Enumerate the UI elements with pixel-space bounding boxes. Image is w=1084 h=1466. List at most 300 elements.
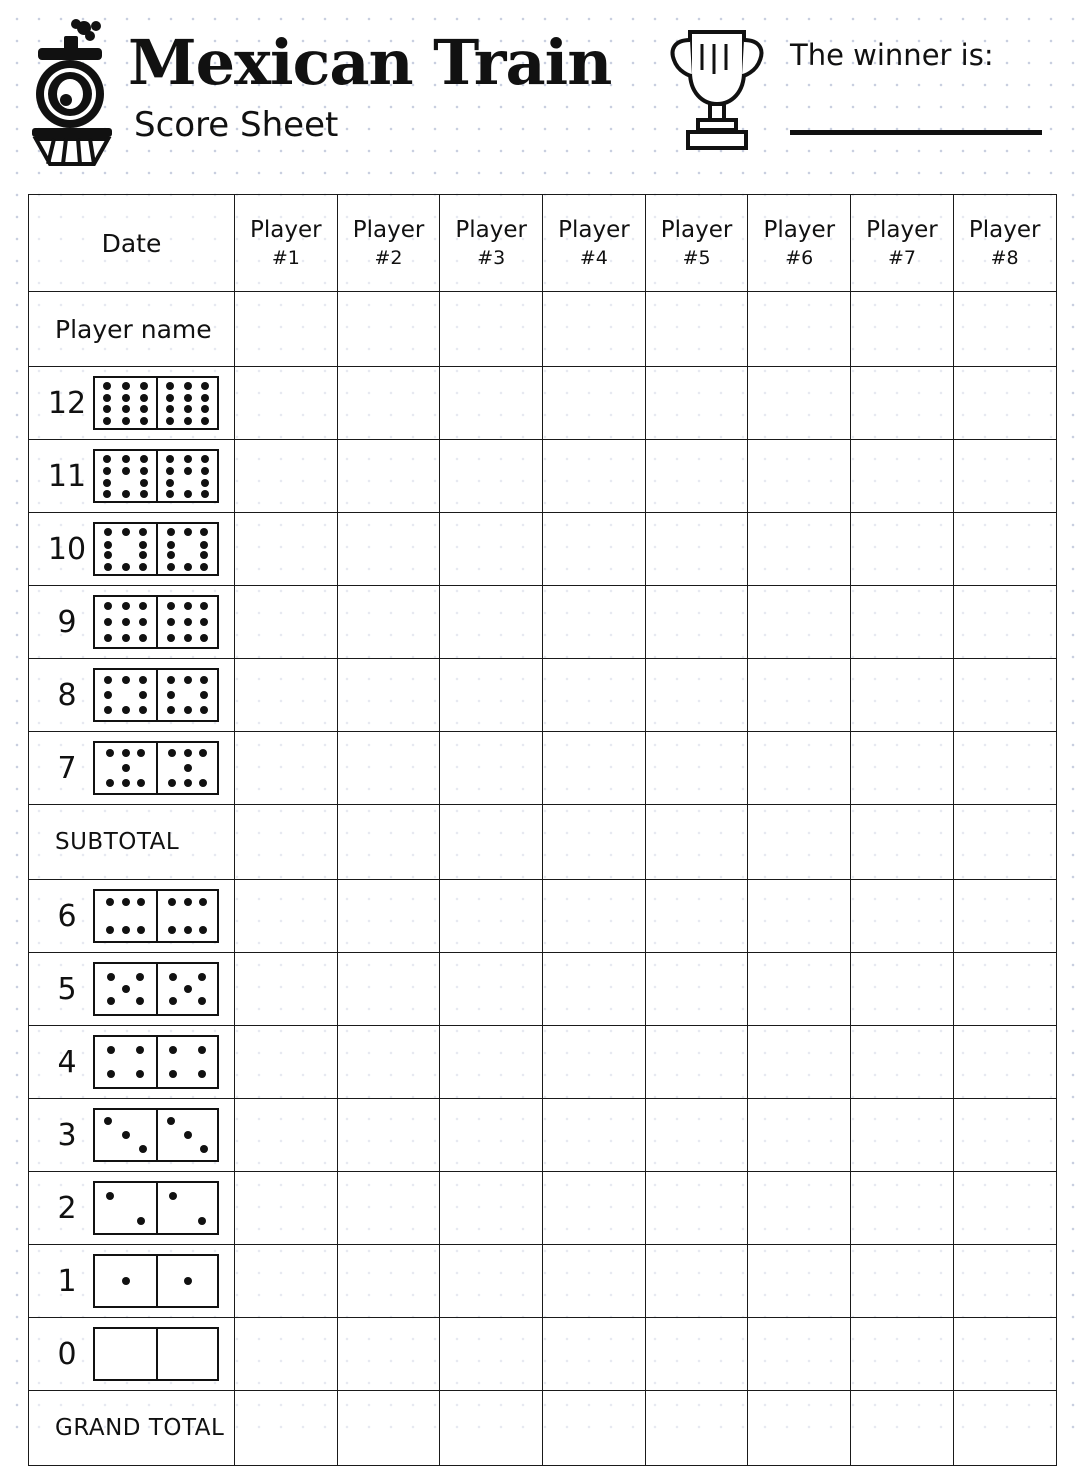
domino-pip [201,467,209,475]
score-cell-r12-p7[interactable] [851,1172,954,1245]
score-cell-r8-p8[interactable] [953,880,1056,953]
domino-pip [139,706,147,714]
score-cell-r15-p2[interactable] [337,1391,440,1466]
domino-pip [184,405,192,413]
column-header-player-5 [645,195,748,292]
score-cell-r1-p1[interactable] [235,367,338,440]
score-cell-r2-p7[interactable] [851,440,954,513]
score-cell-r13-p4[interactable] [543,1245,646,1318]
domino-pip [104,541,112,549]
domino-half-2 [156,670,217,720]
domino-pip [200,618,208,626]
row-label-grand-total [29,1391,235,1466]
score-cell-r11-p6[interactable] [748,1099,851,1172]
table-row [29,1391,1057,1466]
domino-half-2 [156,1256,217,1306]
score-cell-r0-p8[interactable] [953,292,1056,367]
column-header-number: #3 [477,247,506,269]
score-cell-r12-p8[interactable] [953,1172,1056,1245]
domino-pip [104,563,112,571]
score-cell-r3-p2[interactable] [337,513,440,586]
domino-pip [200,602,208,610]
domino-pip [184,528,192,536]
score-cell-r8-p3[interactable] [440,880,543,953]
domino-pip [104,634,112,642]
score-cell-r7-p2[interactable] [337,805,440,880]
domino-pip [107,1070,115,1078]
domino-pip [184,618,192,626]
domino-tile [93,376,219,430]
table-header [29,195,1057,292]
domino-row-label [29,659,234,731]
table-row [29,1245,1057,1318]
score-cell-r4-p3[interactable] [440,586,543,659]
score-cell-r12-p5[interactable] [645,1172,748,1245]
score-cell-r2-p6[interactable] [748,440,851,513]
domino-value: 4 [57,1044,77,1080]
sheet-header [0,0,1084,186]
score-cell-r1-p3[interactable] [440,367,543,440]
score-cell-r10-p6[interactable] [748,1026,851,1099]
domino-half-1 [95,891,156,941]
score-cell-r0-p2[interactable] [337,292,440,367]
score-cell-r12-p3[interactable] [440,1172,543,1245]
score-cell-r8-p5[interactable] [645,880,748,953]
score-cell-r9-p6[interactable] [748,953,851,1026]
domino-half-1 [95,743,156,793]
score-cell-r15-p8[interactable] [953,1391,1056,1466]
domino-pip [184,1131,192,1139]
domino-tile [93,1035,219,1089]
domino-pip [122,467,130,475]
score-cell-r1-p8[interactable] [953,367,1056,440]
score-cell-r9-p2[interactable] [337,953,440,1026]
domino-half-2 [156,378,217,428]
domino-pip [167,551,175,559]
domino-half-2 [156,1329,217,1379]
column-header-label: Player #8 [954,215,1056,271]
domino-pip [140,467,148,475]
row-label-player-name [29,292,235,367]
domino-half-1 [95,964,156,1014]
domino-pip [169,1046,177,1054]
domino-half-2 [156,964,217,1014]
domino-pip [122,394,130,402]
domino-pip [199,749,207,757]
domino-pip [168,898,176,906]
score-cell-r2-p5[interactable] [645,440,748,513]
domino-pip [103,467,111,475]
domino-pip [140,417,148,425]
score-cell-r4-p7[interactable] [851,586,954,659]
domino-pip [137,1217,145,1225]
score-cell-r11-p5[interactable] [645,1099,748,1172]
column-header-label: Player #5 [646,215,748,271]
score-cell-r11-p3[interactable] [440,1099,543,1172]
score-cell-r7-p7[interactable] [851,805,954,880]
domino-pip [104,1117,112,1125]
domino-row-label [29,953,234,1025]
domino-pip [184,455,192,463]
domino-pip [122,779,130,787]
score-cell-r8-p4[interactable] [543,880,646,953]
domino-pip [103,417,111,425]
domino-pip [167,691,175,699]
domino-pip [137,779,145,787]
domino-pip [140,382,148,390]
domino-pip [167,563,175,571]
score-cell-r6-p5[interactable] [645,732,748,805]
score-cell-r5-p3[interactable] [440,659,543,732]
domino-tile [93,1108,219,1162]
score-cell-r0-p3[interactable] [440,292,543,367]
score-cell-r13-p1[interactable] [235,1245,338,1318]
score-cell-r8-p1[interactable] [235,880,338,953]
domino-pip [201,382,209,390]
domino-pip [200,676,208,684]
column-header-number: #2 [374,247,403,269]
score-cell-r6-p6[interactable] [748,732,851,805]
score-cell-r2-p4[interactable] [543,440,646,513]
score-cell-r6-p4[interactable] [543,732,646,805]
score-cell-r10-p8[interactable] [953,1026,1056,1099]
domino-pip [139,691,147,699]
score-cell-r7-p8[interactable] [953,805,1056,880]
domino-pip [167,706,175,714]
domino-pip [169,1192,177,1200]
score-cell-r5-p5[interactable] [645,659,748,732]
score-cell-r4-p2[interactable] [337,586,440,659]
column-header-player-2 [337,195,440,292]
column-header-label: Player #7 [851,215,953,271]
score-cell-r3-p3[interactable] [440,513,543,586]
domino-half-1 [95,1256,156,1306]
score-cell-r2-p8[interactable] [953,440,1056,513]
row-label-subtotal [29,805,235,880]
domino-pip [104,676,112,684]
column-header-label: Player #6 [748,215,850,271]
row-label-text: SUBTOTAL [55,829,180,855]
domino-half-1 [95,597,156,647]
domino-pip [103,405,111,413]
domino-pip [166,467,174,475]
score-cell-r14-p5[interactable] [645,1318,748,1391]
score-cell-r10-p5[interactable] [645,1026,748,1099]
score-cell-r8-p7[interactable] [851,880,954,953]
score-cell-r4-p1[interactable] [235,586,338,659]
domino-pip [184,467,192,475]
domino-pip [184,394,192,402]
score-cell-r13-p7[interactable] [851,1245,954,1318]
domino-value: 2 [57,1190,77,1226]
domino-pip [122,490,130,498]
domino-pip [166,405,174,413]
score-cell-r0-p7[interactable] [851,292,954,367]
domino-pip [139,676,147,684]
domino-pip [137,926,145,934]
domino-value: 10 [47,531,87,567]
score-cell-r7-p6[interactable] [748,805,851,880]
score-cell-r1-p2[interactable] [337,367,440,440]
domino-half-1 [95,1110,156,1160]
score-cell-r10-p2[interactable] [337,1026,440,1099]
score-cell-r10-p4[interactable] [543,1026,646,1099]
score-cell-r13-p5[interactable] [645,1245,748,1318]
score-cell-r9-p4[interactable] [543,953,646,1026]
domino-pip [122,405,130,413]
score-cell-r11-p4[interactable] [543,1099,646,1172]
score-cell-r7-p5[interactable] [645,805,748,880]
row-label-domino-2 [29,1172,235,1245]
domino-half-1 [95,1183,156,1233]
domino-tile [93,962,219,1016]
score-cell-r9-p3[interactable] [440,953,543,1026]
score-cell-r11-p7[interactable] [851,1099,954,1172]
table-row [29,732,1057,805]
score-cell-r13-p6[interactable] [748,1245,851,1318]
score-cell-r3-p4[interactable] [543,513,646,586]
winner-label: The winner is: [790,38,994,72]
domino-row-label [29,1099,234,1171]
score-cell-r5-p8[interactable] [953,659,1056,732]
score-cell-r9-p1[interactable] [235,953,338,1026]
score-cell-r15-p7[interactable] [851,1391,954,1466]
domino-tile [93,522,219,576]
domino-value: 9 [57,604,77,640]
column-header-label: Player #4 [543,215,645,271]
score-cell-r5-p2[interactable] [337,659,440,732]
score-cell-r1-p7[interactable] [851,367,954,440]
score-cell-r0-p1[interactable] [235,292,338,367]
train-icon [24,18,120,168]
domino-pip [184,898,192,906]
domino-pip [199,926,207,934]
domino-pip [168,779,176,787]
table-row [29,367,1057,440]
score-cell-r3-p1[interactable] [235,513,338,586]
domino-pip [168,749,176,757]
domino-value: 12 [47,385,87,421]
score-cell-r14-p6[interactable] [748,1318,851,1391]
domino-pip [184,602,192,610]
domino-tile [93,449,219,503]
score-cell-r11-p2[interactable] [337,1099,440,1172]
score-cell-r12-p6[interactable] [748,1172,851,1245]
table-row [29,586,1057,659]
score-cell-r8-p6[interactable] [748,880,851,953]
domino-pip [200,551,208,559]
domino-row-label [29,732,234,804]
score-cell-r14-p1[interactable] [235,1318,338,1391]
score-cell-r5-p6[interactable] [748,659,851,732]
score-cell-r6-p1[interactable] [235,732,338,805]
column-header-label: Player #3 [440,215,542,271]
score-cell-r6-p7[interactable] [851,732,954,805]
domino-pip [122,618,130,626]
score-cell-r6-p2[interactable] [337,732,440,805]
score-cell-r0-p5[interactable] [645,292,748,367]
domino-value: 7 [57,750,77,786]
score-cell-r10-p1[interactable] [235,1026,338,1099]
domino-pip [168,926,176,934]
domino-pip [166,490,174,498]
domino-pip [106,749,114,757]
domino-pip [184,706,192,714]
domino-pip [122,764,130,772]
domino-pip [166,417,174,425]
domino-value: 3 [57,1117,77,1153]
domino-tile [93,741,219,795]
score-cell-r15-p4[interactable] [543,1391,646,1466]
column-header-number: #7 [887,247,916,269]
column-header-number: #1 [271,247,300,269]
score-cell-r11-p1[interactable] [235,1099,338,1172]
score-cell-r3-p5[interactable] [645,513,748,586]
score-cell-r4-p5[interactable] [645,586,748,659]
column-header-number: #4 [579,247,608,269]
score-cell-r5-p1[interactable] [235,659,338,732]
score-cell-r15-p1[interactable] [235,1391,338,1466]
score-cell-r15-p3[interactable] [440,1391,543,1466]
score-cell-r14-p3[interactable] [440,1318,543,1391]
score-cell-r0-p6[interactable] [748,292,851,367]
domino-pip [137,898,145,906]
domino-value: 11 [47,458,87,494]
score-cell-r2-p1[interactable] [235,440,338,513]
score-cell-r9-p5[interactable] [645,953,748,1026]
score-cell-r14-p8[interactable] [953,1318,1056,1391]
domino-pip [103,394,111,402]
score-cell-r12-p1[interactable] [235,1172,338,1245]
winner-block [790,38,1058,135]
domino-value: 6 [57,898,77,934]
score-cell-r13-p8[interactable] [953,1245,1056,1318]
domino-tile [93,889,219,943]
score-cell-r12-p2[interactable] [337,1172,440,1245]
domino-pip [122,602,130,610]
score-cell-r6-p3[interactable] [440,732,543,805]
domino-pip [122,563,130,571]
domino-pip [122,528,130,536]
domino-pip [122,634,130,642]
domino-pip [137,749,145,757]
score-cell-r1-p5[interactable] [645,367,748,440]
score-cell-r4-p6[interactable] [748,586,851,659]
score-cell-r7-p4[interactable] [543,805,646,880]
score-cell-r1-p4[interactable] [543,367,646,440]
domino-pip [184,490,192,498]
score-cell-r13-p2[interactable] [337,1245,440,1318]
score-cell-r2-p3[interactable] [440,440,543,513]
score-cell-r2-p2[interactable] [337,440,440,513]
table-row [29,659,1057,732]
score-cell-r9-p7[interactable] [851,953,954,1026]
domino-pip [169,1070,177,1078]
score-cell-r10-p7[interactable] [851,1026,954,1099]
domino-pip [200,541,208,549]
score-cell-r6-p8[interactable] [953,732,1056,805]
domino-pip [198,973,206,981]
domino-pip [184,563,192,571]
score-cell-r14-p4[interactable] [543,1318,646,1391]
domino-pip [184,382,192,390]
score-cell-r5-p4[interactable] [543,659,646,732]
domino-pip [122,749,130,757]
score-cell-r4-p4[interactable] [543,586,646,659]
domino-pip [200,528,208,536]
score-cell-r7-p1[interactable] [235,805,338,880]
score-cell-r14-p7[interactable] [851,1318,954,1391]
domino-pip [136,997,144,1005]
score-cell-r15-p5[interactable] [645,1391,748,1466]
domino-row-label [29,1318,234,1390]
domino-pip [167,1117,175,1125]
domino-pip [140,455,148,463]
domino-tile [93,1254,219,1308]
domino-pip [167,541,175,549]
score-cell-r9-p8[interactable] [953,953,1056,1026]
winner-name-line[interactable] [790,130,1042,135]
row-label-domino-11 [29,440,235,513]
domino-pip [139,618,147,626]
table-row [29,1172,1057,1245]
score-cell-r10-p3[interactable] [440,1026,543,1099]
score-cell-r3-p8[interactable] [953,513,1056,586]
score-cell-r8-p2[interactable] [337,880,440,953]
score-cell-r5-p7[interactable] [851,659,954,732]
table-row [29,880,1057,953]
domino-pip [122,1277,130,1285]
score-cell-r3-p6[interactable] [748,513,851,586]
domino-pip [140,490,148,498]
domino-pip [200,634,208,642]
domino-row-label [29,880,234,952]
score-cell-r3-p7[interactable] [851,513,954,586]
column-header-player-7 [851,195,954,292]
domino-pip [139,563,147,571]
row-label-domino-10 [29,513,235,586]
score-cell-r4-p8[interactable] [953,586,1056,659]
score-cell-r0-p4[interactable] [543,292,646,367]
score-cell-r7-p3[interactable] [440,805,543,880]
domino-pip [201,479,209,487]
row-label-text: Player name [55,314,212,344]
domino-pip [184,749,192,757]
row-label-domino-12 [29,367,235,440]
score-cell-r13-p3[interactable] [440,1245,543,1318]
domino-value: 0 [57,1336,77,1372]
row-label-domino-8 [29,659,235,732]
domino-pip [167,634,175,642]
score-cell-r1-p6[interactable] [748,367,851,440]
domino-pip [104,528,112,536]
table-row [29,953,1057,1026]
score-cell-r12-p4[interactable] [543,1172,646,1245]
table-row [29,440,1057,513]
domino-pip [184,764,192,772]
score-cell-r11-p8[interactable] [953,1099,1056,1172]
domino-pip [104,691,112,699]
score-cell-r15-p6[interactable] [748,1391,851,1466]
domino-pip [106,779,114,787]
trophy-icon [662,16,772,166]
domino-pip [107,973,115,981]
domino-pip [122,676,130,684]
score-cell-r14-p2[interactable] [337,1318,440,1391]
domino-pip [169,997,177,1005]
domino-tile [93,595,219,649]
domino-pip [122,1131,130,1139]
